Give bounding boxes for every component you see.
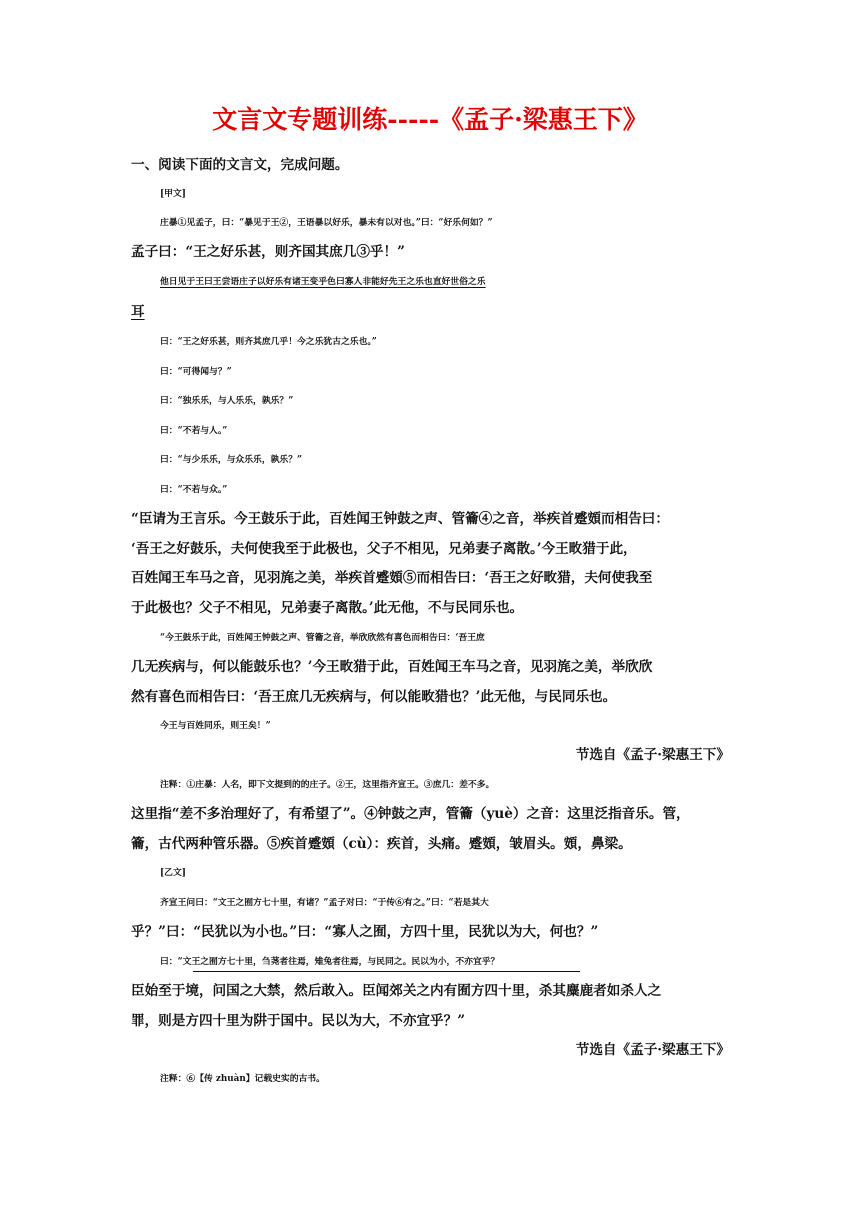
text-line: 孟子曰：“王之好乐甚，则齐国其庶几③乎！” (131, 244, 405, 260)
text-line: 然有喜色而相告曰：‘吾王庶几无疾病与，何以能畋猎也？’此无他，与民同乐也。 (131, 689, 617, 705)
note-line: 注释：①庄暴：人名，即下文提到的的庄子。②王，这里指齐宣王。③庶几：差不多。 (160, 780, 495, 790)
note-line: 籥，古代两种管乐器。⑤疾首蹙頞（cù）：疾首，头痛。蹙頞，皱眉头。頞，鼻梁。 (131, 836, 632, 852)
text-line: 齐宣王问曰：“文王之囿方七十里，有诸？”孟子对曰：“于传⑥有之。”曰：“若是其大 (160, 898, 489, 908)
text-line: 乎？”曰：“民犹以为小也。”曰：“寡人之囿，方四十里，民犹以为大，何也？” (131, 924, 599, 940)
text-line: 曰：“独乐乐，与人乐乐，孰乐？” (160, 396, 294, 406)
page-title: 文言文专题训练-----《孟子·梁惠王下》 (212, 105, 648, 134)
underlined-line: 耳 (131, 304, 145, 320)
text-line: 庄暴①见孟子，曰：“暴见于王②，王语暴以好乐，暴未有以对也。”曰：“好乐何如？” (160, 218, 493, 228)
text-line: 罪，则是方四十里为阱于国中。民以为大，不亦宜乎？” (131, 1013, 466, 1029)
note-line: 注释：⑥【传 zhuàn】记载史实的古书。 (160, 1074, 325, 1084)
section-label-jia: [甲文] (160, 189, 186, 199)
source-citation: 节选自《孟子·梁惠王下》 (575, 1042, 730, 1058)
text-line: 曰：“可得闻与？” (160, 367, 232, 377)
text-line: 几无疾病与，何以能鼓乐也？’今王畋猎于此，百姓闻王车马之音，见羽旄之美，举欣欣 (131, 659, 653, 675)
text-line: 今王与百姓同乐，则王矣！” (160, 721, 271, 731)
source-citation: 节选自《孟子·梁惠王下》 (575, 747, 730, 763)
instruction: 一、阅读下面的文言文，完成问题。 (131, 157, 349, 173)
text-line: 臣始至于境，问国之大禁，然后敢入。臣闻郊关之内有囿方四十里，杀其麋鹿者如杀人之 (131, 983, 662, 999)
text-line-partially-underlined: 曰：“文王之囿方七十里，刍荛者往焉，雉兔者往焉，与民同之。民以为小，不亦宜乎？ (160, 957, 500, 967)
text-line: 于此极也？父子不相见，兄弟妻子离散。’此无他，不与民同乐也。 (131, 600, 524, 616)
text-line: ‘吾王之好鼓乐，夫何使我至于此极也，父子不相见，兄弟妻子离散。’今王畋猎于此， (131, 541, 637, 557)
text-line: 百姓闻王车马之音，见羽旄之美，举疾首蹙頞⑤而相告曰：‘吾王之好畋猎，夫何使我至 (131, 570, 653, 586)
section-label-yi: [乙文] (160, 868, 186, 878)
text-line: 曰：“不若与众。” (160, 485, 228, 495)
underline-mark (193, 971, 580, 972)
note-line: 这里指“差不多治理好了，有希望了”。④钟鼓之声，管籥（yuè）之音：这里泛指音乐。管， (131, 806, 690, 822)
underlined-line: 他日见于王曰王尝语庄子以好乐有诸王变乎色曰寡人非能好先王之乐也直好世俗之乐 (160, 277, 486, 287)
text-line: 曰：“王之好乐甚，则齐其庶几乎！今之乐犹古之乐也。” (160, 337, 377, 347)
text-line: 曰：“不若与人。” (160, 426, 228, 436)
text-line: “今王鼓乐于此，百姓闻王钟鼓之声、管籥之音，举欣欣然有喜色而相告曰：‘吾王庶 (160, 633, 485, 643)
text-line: “臣请为王言乐。今王鼓乐于此，百姓闻王钟鼓之声、管籥④之音，举疾首蹙頞而相告曰： (131, 511, 669, 527)
text-line: 曰：“与少乐乐，与众乐乐，孰乐？” (160, 455, 303, 465)
